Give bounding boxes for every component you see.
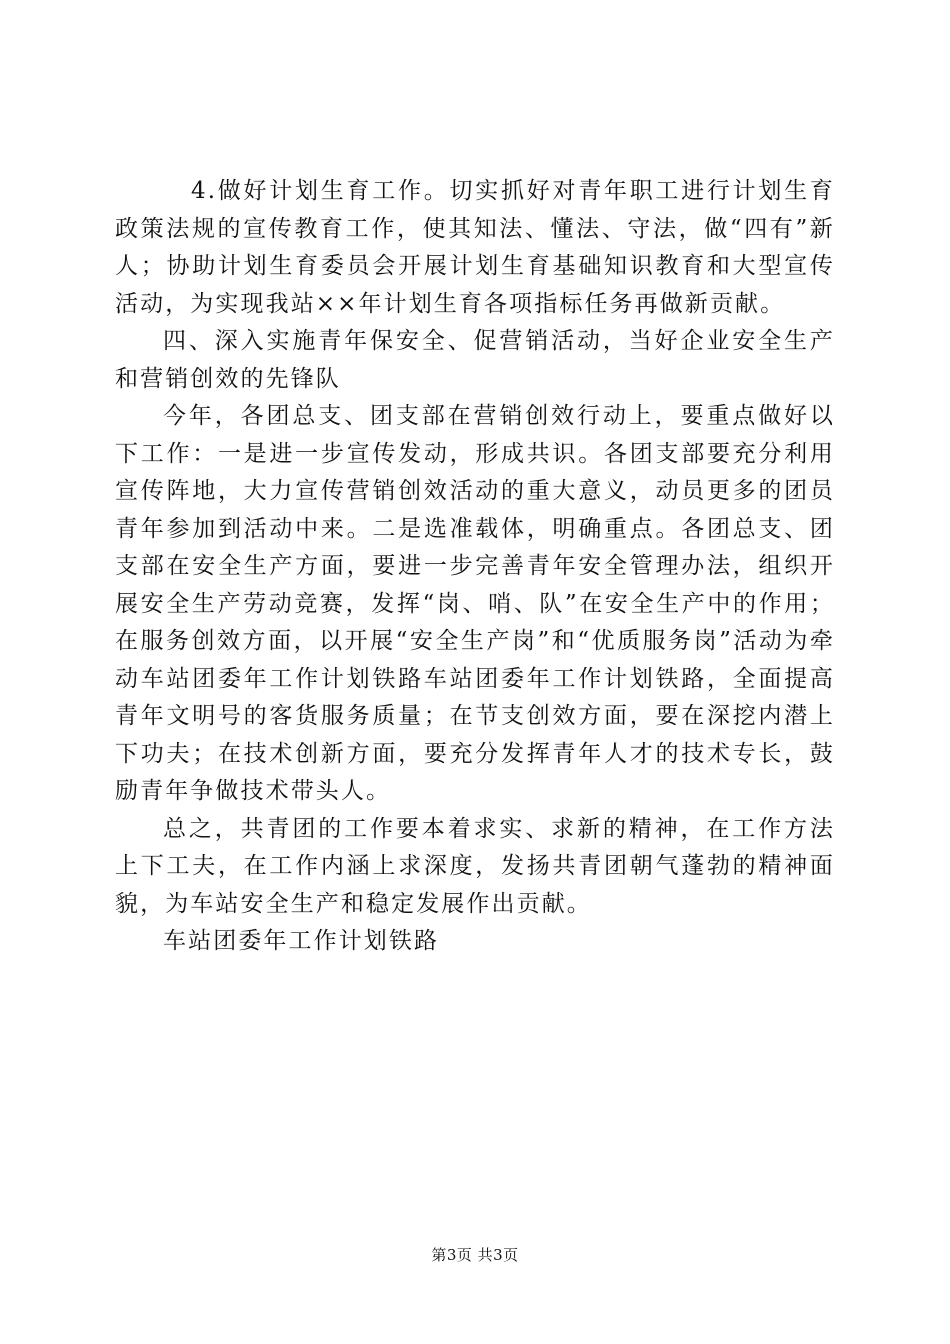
paragraph-closing-title: 车站团委年工作计划铁路: [163, 928, 440, 954]
paragraph-family-planning: 4.做好计划生育工作。切实抓好对青年职工进行计划生育政策法规的宣传教育工作，使其知法、懂法、守法，做“四有”新人；协助计划生育委员会开展计划生育基础知识教育和大型宣传活动，为实现我站××年计划生育各项指标任务再做新贡献。: [115, 178, 835, 317]
paragraph-marketing-work: 今年，各团总支、团支部在营销创效行动上，要重点做好以下工作：一是进一步宣传发动，形成共识。各团支部要充分利用宣传阵地，大力宣传营销创效活动的重大意义，动员更多的团员青年参加到活动中来。二是选准载体，明确重点。各团总支、团支部在安全生产方面，要进一步完善青年安全管理办法，组织开展安全生产劳动竞赛，发挥“岗、哨、队”在安全生产中的作用；在服务创效方面，以开展“安全生产岗”和“优质服务岗”活动为牵动车站团委年工作计划铁路车站团委年工作计划铁路，全面提高青年文明号的客货服务质量；在节支创效方面，要在深挖内潜上下功夫；在技术创新方面，要充分发挥青年人才的技术专长，鼓励青年争做技术带头人。: [115, 403, 835, 804]
document-body: [115, 173, 835, 961]
paragraph-conclusion: 总之，共青团的工作要本着求实、求新的精神，在工作方法上下工夫，在工作内涵上求深度，发扬共青团朝气蓬勃的精神面貌，为车站安全生产和稳定发展作出贡献。: [115, 815, 835, 917]
page-footer: 第3页 共3页: [431, 1246, 519, 1264]
section-heading-safety-marketing: 四、深入实施青年保安全、促营销活动，当好企业安全生产和营销创效的先锋队: [115, 328, 835, 392]
